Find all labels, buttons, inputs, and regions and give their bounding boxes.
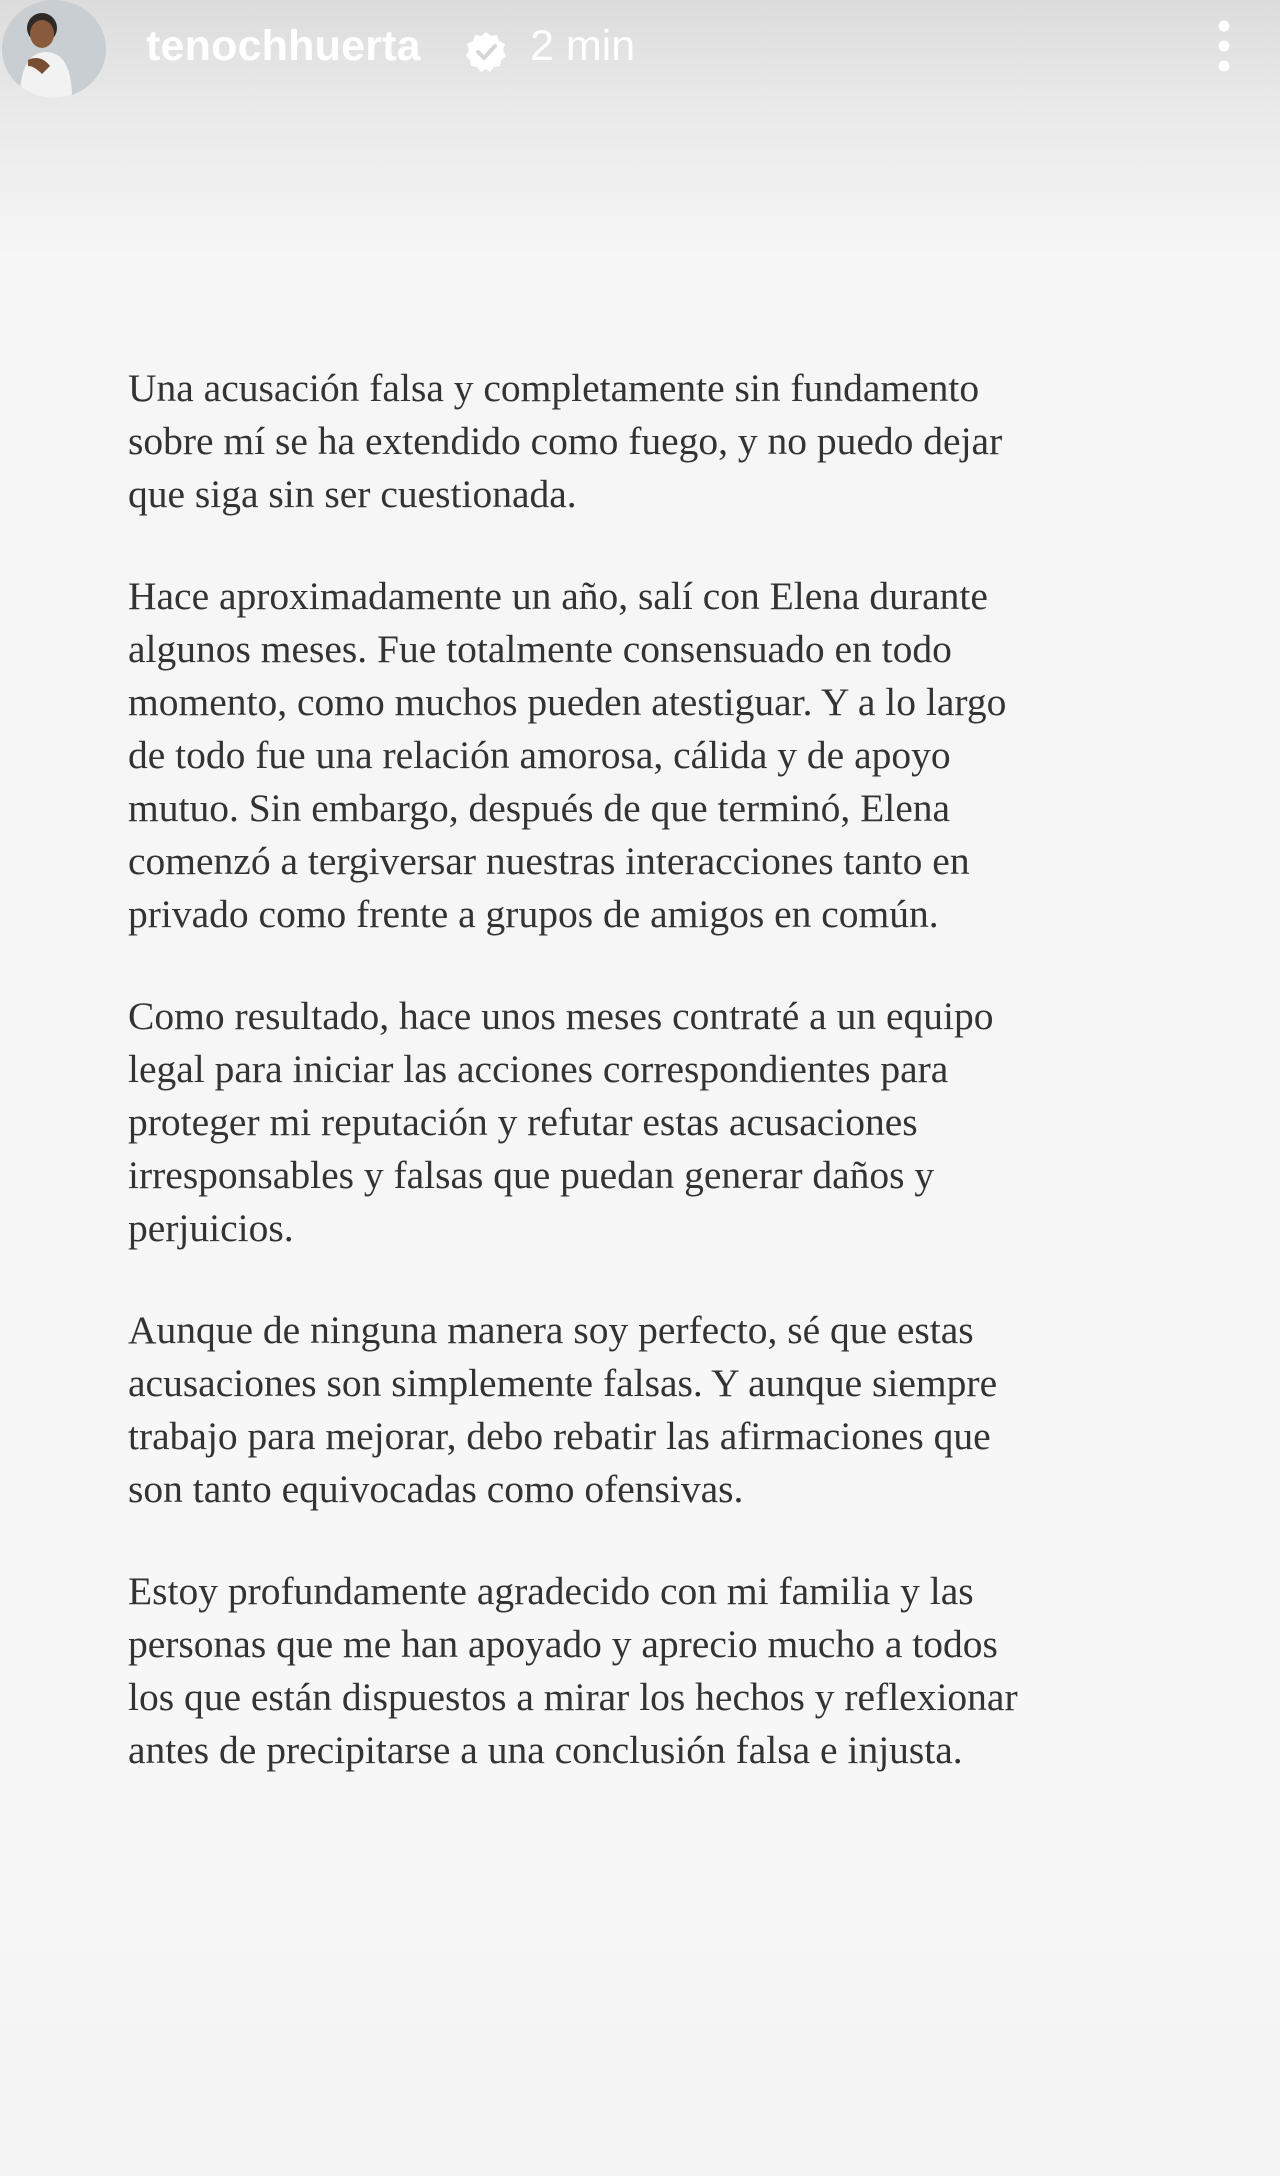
story-header xyxy=(0,0,1280,110)
username[interactable]: tenochhuerta xyxy=(146,22,421,70)
statement-paragraph-2: Hace aproximadamente un año, salí con Elena durante algunos meses. Fue totalmente consensuado en todo momento, como muchos pueden atestiguar. Y a lo largo de todo fue una relación amorosa, cálida y de apoyo mutuo. Sin embargo, después de que terminó, Elena comenzó a tergiversar nuestras interacciones tanto en privado como frente a grupos de amigos en común. xyxy=(128,574,1007,936)
post-time: 2 min xyxy=(530,22,636,70)
more-vertical-icon[interactable] xyxy=(1204,16,1244,76)
statement-paragraph-4: Aunque de ninguna manera soy perfecto, sé que estas acusaciones son simplemente falsas. Y aunque siempre trabajo para mejorar, debo rebatir las afirmaciones que son tanto equivocadas como ofensivas. xyxy=(128,1308,998,1511)
verified-badge-icon xyxy=(464,30,508,74)
statement-paragraph-5: Estoy profundamente agradecido con mi familia y las personas que me han apoyado y aprecio mucho a todos los que están dispuestos a mirar los hechos y reflexionar antes de precipitarse a una conclusión falsa e injusta. xyxy=(128,1569,1018,1772)
statement-text xyxy=(128,362,1188,1826)
statement-paragraph-3: Como resultado, hace unos meses contraté a un equipo legal para iniciar las acciones correspondientes para proteger mi reputación y refutar estas acusaciones irresponsables y falsas que puedan generar daños y perjuicios. xyxy=(128,994,994,1250)
avatar-image xyxy=(2,0,106,98)
statement-paragraph-1: Una acusación falsa y completamente sin fundamento sobre mí se ha extendido como fuego, y no puedo dejar que siga sin ser cuestionada. xyxy=(128,366,1003,516)
avatar[interactable] xyxy=(2,0,106,98)
